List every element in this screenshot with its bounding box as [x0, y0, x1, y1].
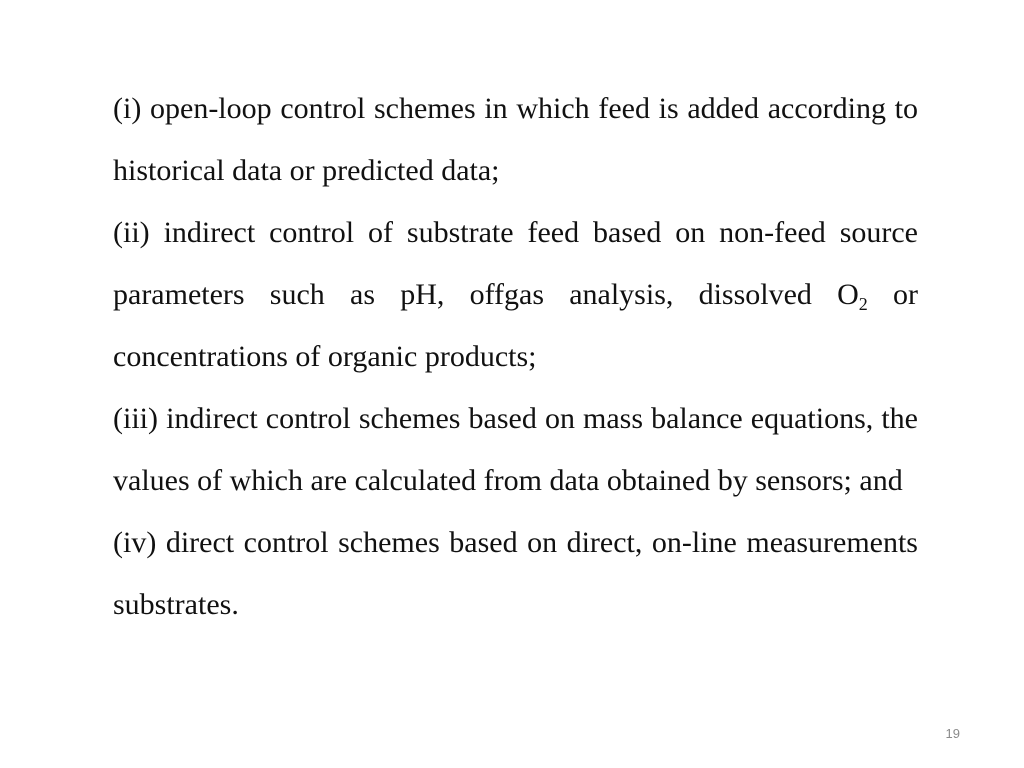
list-item-mass-balance	[113, 388, 918, 512]
item-text: (iii) indirect control schemes based on mass balance equations, the values of which are calculated from data obtained by sensors; and	[113, 402, 918, 497]
list-item-direct-control	[113, 512, 918, 636]
item-text: (iv) direct control schemes based on direct, on-line measurements substrates.	[113, 526, 918, 621]
item-text: (ii) indirect control of substrate feed based on non-feed source parameters such as pH, offgas analysis, dissolved O	[113, 216, 918, 311]
slide-number: 19	[945, 726, 960, 741]
list-item-open-loop	[113, 78, 918, 202]
subscript-2: 2	[858, 294, 868, 314]
item-text-continued: or concentrations of organic products;	[113, 278, 918, 373]
list-item-indirect-feed	[113, 202, 918, 388]
item-text: (i) open-loop control schemes in which feed is added according to historical data or predicted data;	[113, 92, 918, 187]
slide-body	[113, 78, 918, 636]
